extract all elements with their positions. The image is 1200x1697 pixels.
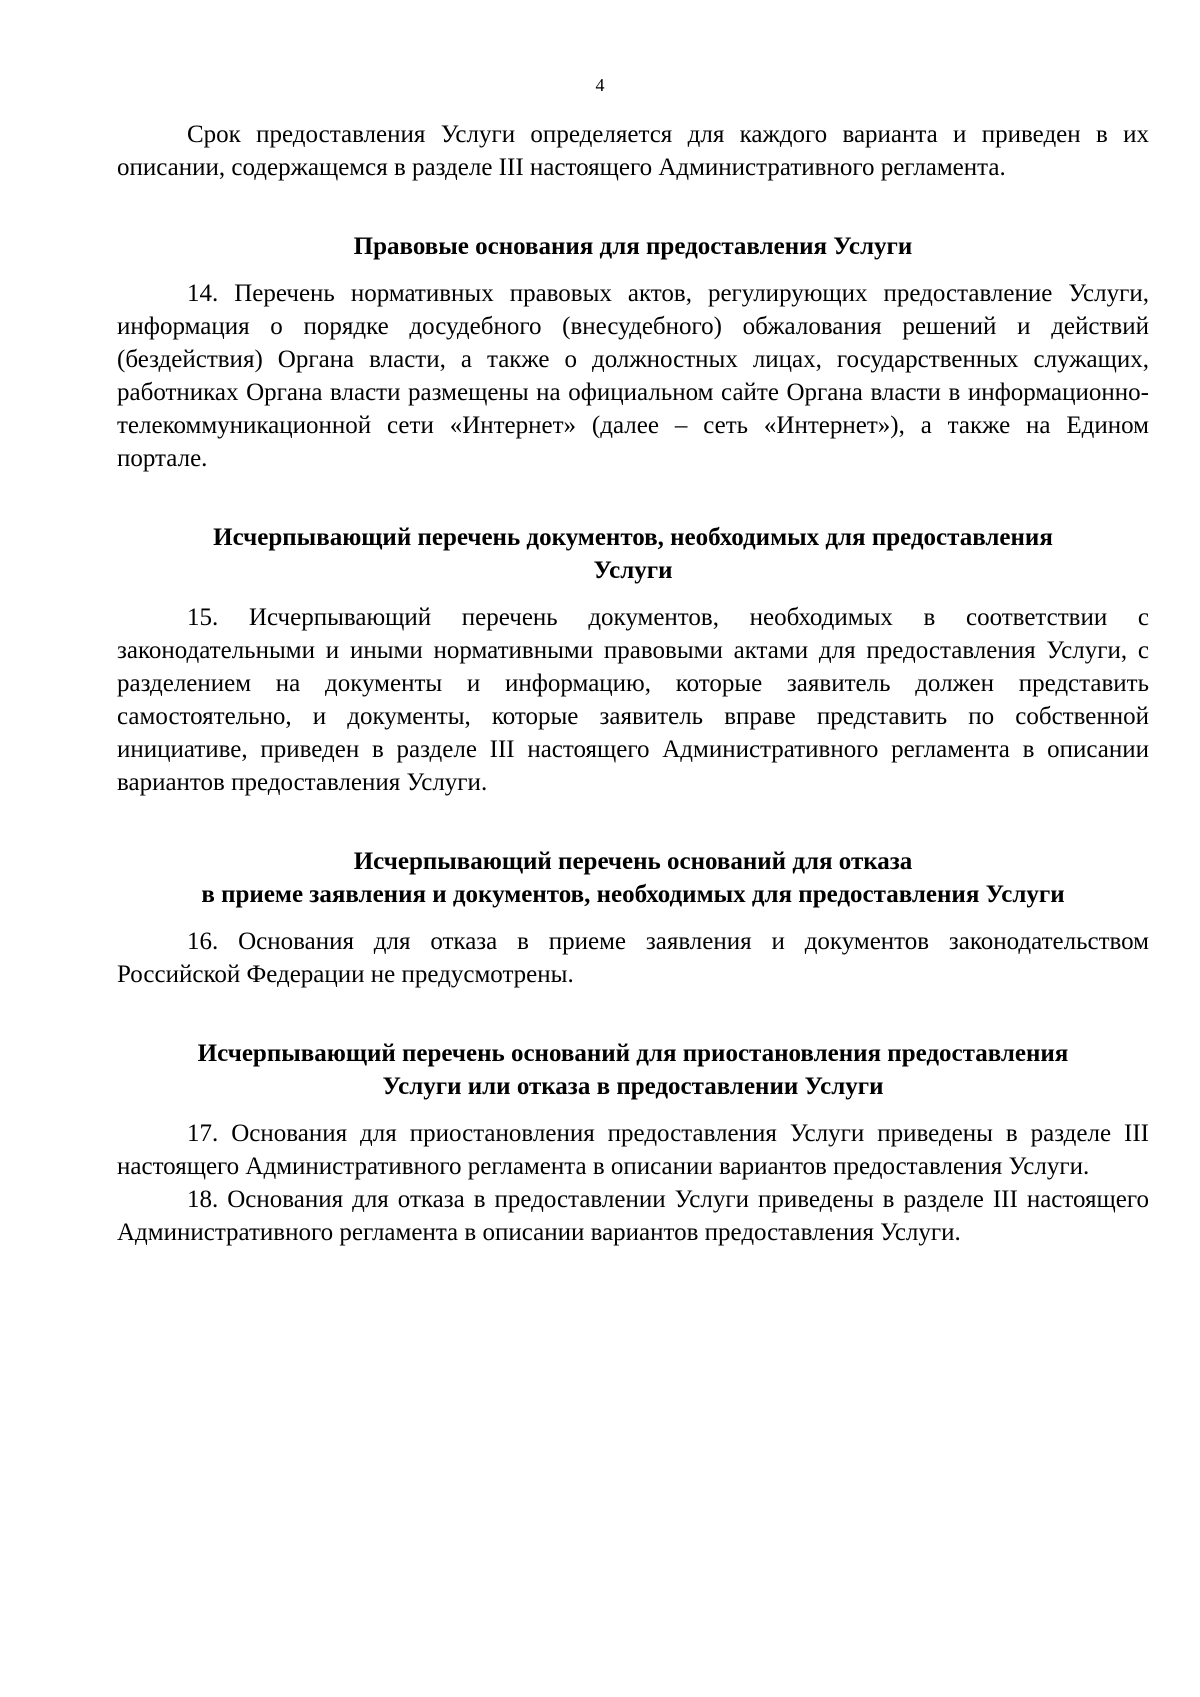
section-refusal-grounds	[117, 845, 1149, 991]
section-documents-list	[117, 521, 1149, 799]
intro-paragraph: Срок предоставления Услуги определяется для каждого варианта и приведен в их описании, содержащемся в разделе III настоящего Административного регламента.	[117, 121, 1149, 181]
paragraph-16: 16. Основания для отказа в приеме заявления и документов законодательством Российской Федерации не предусмотрены.	[117, 928, 1149, 988]
heading-line: Исчерпывающий перечень оснований для отказа	[353, 848, 913, 875]
heading-line: в приеме заявления и документов, необходимых для предоставления Услуги	[201, 881, 1065, 908]
paragraph-18: 18. Основания для отказа в предоставлении Услуги приведены в разделе III настоящего Административного регламента в описании вариантов предоставления Услуги.	[117, 1186, 1149, 1246]
page-number: 4	[595, 75, 605, 95]
section-heading	[117, 1037, 1149, 1103]
section-heading	[117, 230, 1149, 263]
document-body	[117, 118, 1149, 1249]
heading-line: Исчерпывающий перечень документов, необходимых для предоставления	[213, 524, 1053, 551]
paragraph-15: 15. Исчерпывающий перечень документов, необходимых в соответствии с законодательными и иными нормативными правовыми актами для предоставления Услуги, с разделением на документы и информацию, которые заявитель должен представить самостоятельно, и документы, которые заявитель вправе представить по собственной инициативе, приведен в разделе III настоящего Административного регламента в описании вариантов предоставления Услуги.	[117, 604, 1149, 796]
heading-line: Услуги или отказа в предоставлении Услуги	[382, 1073, 884, 1100]
section-suspension-grounds	[117, 1037, 1149, 1249]
paragraph-17: 17. Основания для приостановления предоставления Услуги приведены в разделе III настоящего Административного регламента в описании вариантов предоставления Услуги.	[117, 1120, 1149, 1180]
heading-line: Исчерпывающий перечень оснований для приостановления предоставления	[197, 1040, 1069, 1067]
heading-line: Правовые основания для предоставления Услуги	[353, 233, 913, 260]
section-heading	[117, 521, 1149, 587]
section-legal-basis	[117, 230, 1149, 475]
heading-line: Услуги	[593, 557, 673, 584]
section-heading	[117, 845, 1149, 911]
paragraph-14: 14. Перечень нормативных правовых актов, регулирующих предоставление Услуги, информация о порядке досудебного (внесудебного) обжалования решений и действий (бездействия) Органа власти, а также о должностных лицах, государственных служащих, работниках Органа власти размещены на официальном сайте Органа власти в информационно-телекоммуникационной сети «Интернет» (далее – сеть «Интернет»), а также на Едином портале.	[117, 280, 1149, 472]
